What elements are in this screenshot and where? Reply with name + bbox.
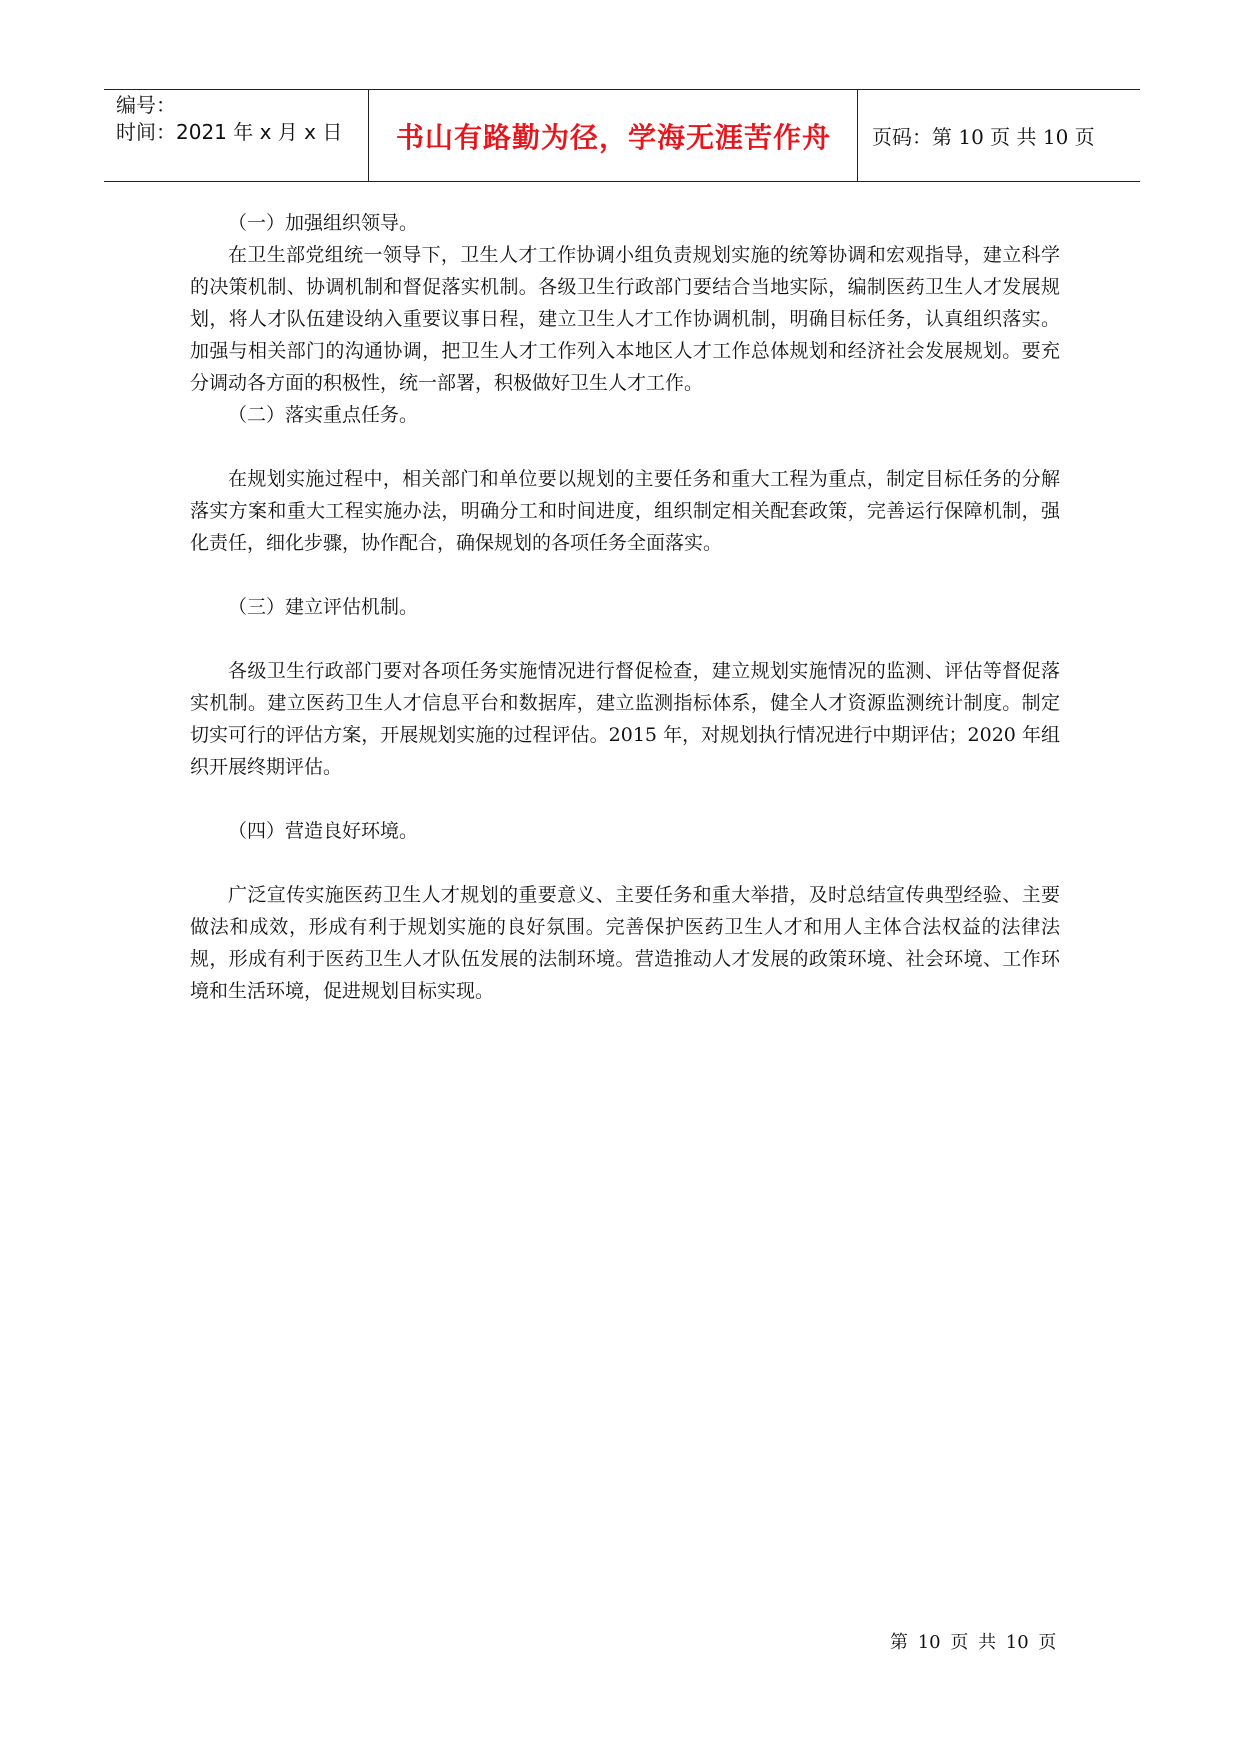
document-number-label: 编号： <box>116 93 176 117</box>
document-body <box>190 207 1060 1007</box>
page-footer: 第 10 页 共 10 页 <box>890 1632 1057 1653</box>
section-paragraph: 在卫生部党组统一领导下，卫生人才工作协调小组负责规划实施的统筹协调和宏观指导，建立科学的决策机制、协调机制和督促落实机制。各级卫生行政部门要结合当地实际，编制医药卫生人才发展规划，将人才队伍建设纳入重要议事日程，建立卫生人才工作协调机制，明确目标任务，认真组织落实。加强与相关部门的沟通协调，把卫生人才工作列入本地区人才工作总体规划和经济社会发展规划。要充分调动各方面的积极性，统一部署，积极做好卫生人才工作。 <box>190 244 1060 394</box>
header-meta <box>116 92 366 146</box>
section-heading: （一）加强组织领导。 <box>228 212 419 234</box>
section-heading: （四）营造良好环境。 <box>228 820 419 842</box>
paragraph-spacer <box>190 847 1060 879</box>
paragraph-spacer <box>190 431 1060 463</box>
document-header <box>104 89 1140 182</box>
section-paragraph: 各级卫生行政部门要对各项任务实施情况进行督促检查，建立规划实施情况的监测、评估等督促落实机制。建立医药卫生人才信息平台和数据库，建立监测指标体系，健全人才资源监测统计制度。制定切实可行的评估方案，开展规划实施的过程评估。2015 年，对规划执行情况进行中期评估；2020 年组织开展终期评估。 <box>190 660 1060 778</box>
section-paragraph: 广泛宣传实施医药卫生人才规划的重要意义、主要任务和重大举措，及时总结宣传典型经验、主要做法和成效，形成有利于规划实施的良好氛围。完善保护医药卫生人才和用人主体合法权益的法律法规，形成有利于医药卫生人才队伍发展的法制环境。营造推动人才发展的政策环境、社会环境、工作环境和生活环境，促进规划目标实现。 <box>190 884 1060 1002</box>
section-heading: （二）落实重点任务。 <box>228 404 419 426</box>
header-page-number: 页码：第 10 页 共 10 页 <box>872 125 1095 149</box>
section-heading: （三）建立评估机制。 <box>228 596 419 618</box>
paragraph-spacer <box>190 623 1060 655</box>
paragraph-spacer <box>190 783 1060 815</box>
header-divider <box>857 90 858 181</box>
header-divider <box>368 90 369 181</box>
header-motto: 书山有路勤为径，学海无涯苦作舟 <box>395 120 831 154</box>
document-time-label: 时间：2021 年 x 月 x 日 <box>116 120 343 144</box>
section-paragraph: 在规划实施过程中，相关部门和单位要以规划的主要任务和重大工程为重点，制定目标任务的分解落实方案和重大工程实施办法，明确分工和时间进度，组织制定相关配套政策，完善运行保障机制，强化责任，细化步骤，协作配合，确保规划的各项任务全面落实。 <box>190 468 1060 554</box>
paragraph-spacer <box>190 559 1060 591</box>
